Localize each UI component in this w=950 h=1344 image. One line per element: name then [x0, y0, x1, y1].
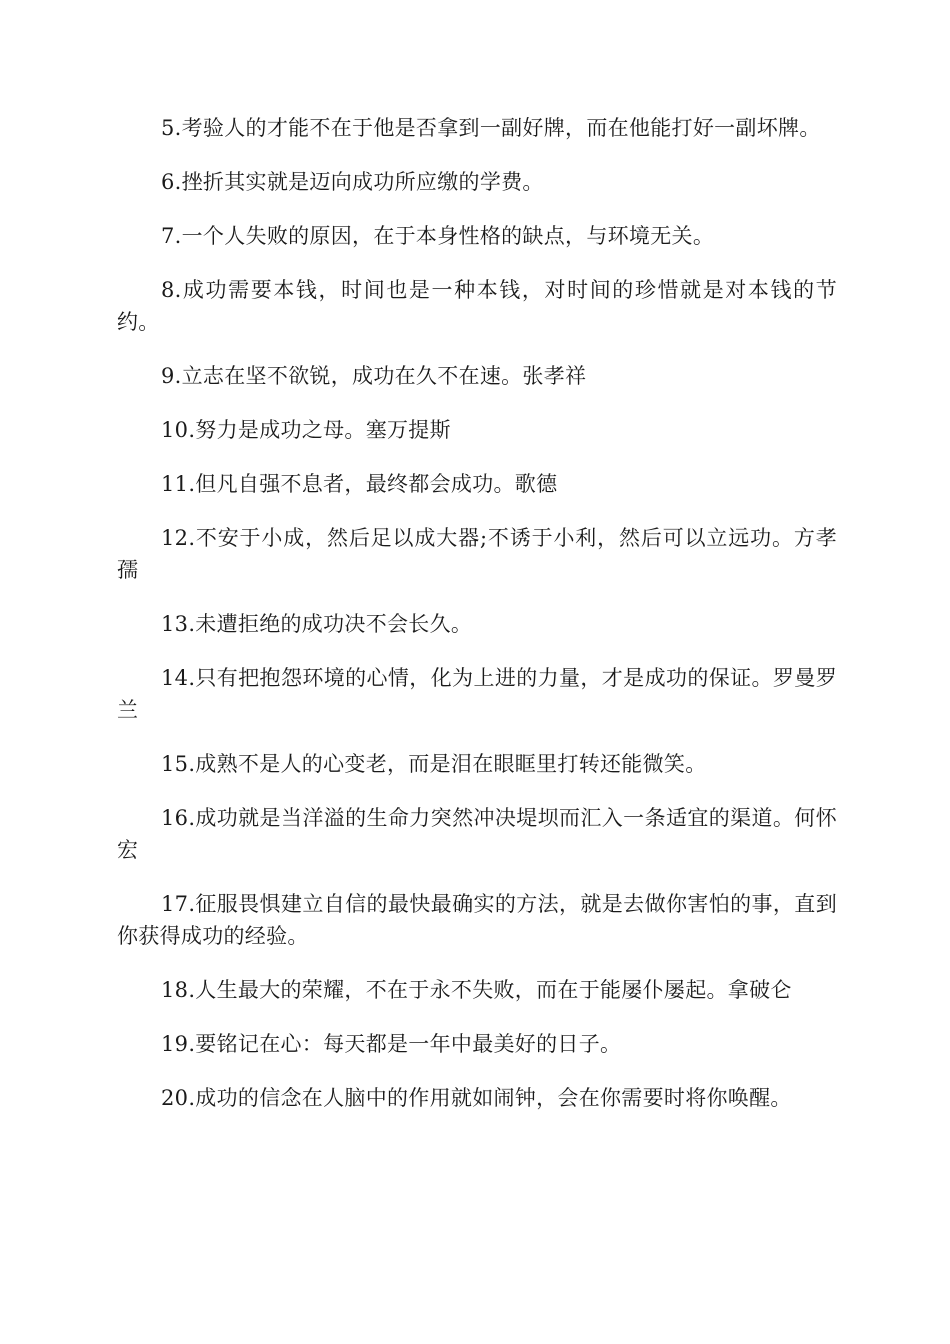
- quote-paragraph-6: 6.挫折其实就是迈向成功所应缴的学费。: [161, 170, 544, 194]
- quote-paragraph-10: 10.努力是成功之母。塞万提斯: [161, 418, 451, 442]
- quote-paragraph-16: 16.成功就是当洋溢的生命力突然冲决堤坝而汇入一条适宜的渠道。何怀宏: [117, 806, 837, 862]
- quote-paragraph-9: 9.立志在坚不欲锐，成功在久不在速。张孝祥: [161, 364, 587, 388]
- quote-paragraph-19: 19.要铭记在心：每天都是一年中最美好的日子。: [161, 1032, 622, 1056]
- quote-paragraph-11: 11.但凡自强不息者，最终都会成功。歌德: [161, 472, 558, 496]
- quote-paragraph-20: 20.成功的信念在人脑中的作用就如闹钟，会在你需要时将你唤醒。: [161, 1086, 792, 1110]
- quote-paragraph-17: 17.征服畏惧建立自信的最快最确实的方法，就是去做你害怕的事，直到你获得成功的经验。: [117, 892, 837, 948]
- quote-paragraph-14: 14.只有把抱怨环境的心情，化为上进的力量，才是成功的保证。罗曼罗兰: [117, 666, 837, 722]
- quote-paragraph-5: 5.考验人的才能不在于他是否拿到一副好牌，而在他能打好一副坏牌。: [161, 116, 821, 140]
- quote-paragraph-18: 18.人生最大的荣耀，不在于永不失败，而在于能屡仆屡起。拿破仑: [161, 978, 792, 1002]
- document-body: [117, 112, 837, 1136]
- quote-paragraph-7: 7.一个人失败的原因，在于本身性格的缺点，与环境无关。: [161, 224, 715, 248]
- quote-paragraph-12: 12.不安于小成，然后足以成大器;不诱于小利，然后可以立远功。方孝孺: [117, 526, 837, 582]
- quote-paragraph-13: 13.未遭拒绝的成功决不会长久。: [161, 612, 473, 636]
- quote-paragraph-8: 8.成功需要本钱，时间也是一种本钱，对时间的珍惜就是对本钱的节约。: [117, 278, 837, 334]
- quote-paragraph-15: 15.成熟不是人的心变老，而是泪在眼眶里打转还能微笑。: [161, 752, 707, 776]
